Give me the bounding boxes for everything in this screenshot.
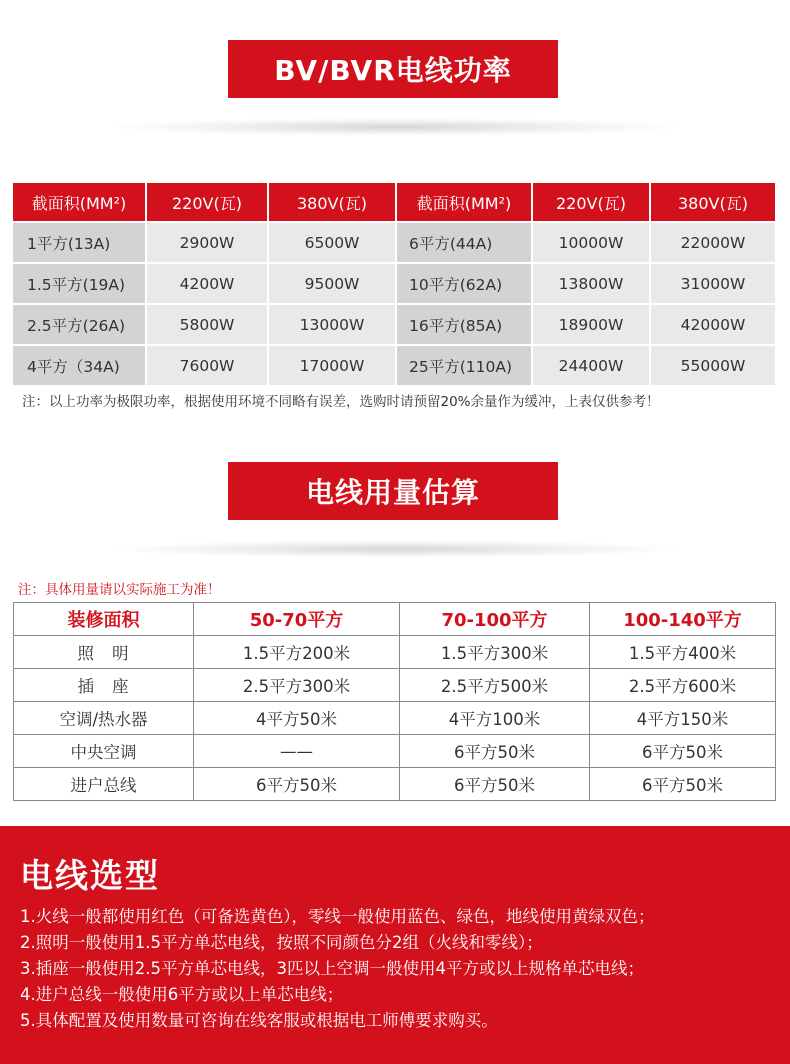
wire-selection-list	[20, 904, 655, 1034]
usage-section-title: 电线用量估算	[228, 462, 558, 520]
cross-section-cell: 4平方（34A)	[13, 345, 146, 385]
power-cell: 18900W	[532, 304, 650, 345]
cross-section-cell: 1平方(13A)	[13, 222, 146, 263]
usage-cell: 4平方150米	[590, 702, 776, 735]
usage-cell: 6平方50米	[400, 768, 590, 801]
table-row	[14, 768, 776, 801]
power-cell: 13800W	[532, 263, 650, 304]
usage-table-header	[14, 603, 776, 636]
cross-section-cell: 2.5平方(26A)	[13, 304, 146, 345]
power-table-header	[13, 183, 775, 222]
usage-table	[13, 602, 776, 801]
usage-cell: 2.5平方500米	[400, 669, 590, 702]
header-220v: 220V(瓦)	[532, 183, 650, 222]
list-item: 2.照明一般使用1.5平方单芯电线，按照不同颜色分2组（火线和零线）；	[20, 933, 543, 952]
usage-cell: ——	[194, 735, 400, 768]
power-cell: 55000W	[650, 345, 775, 385]
cross-section-cell: 25平方(110A)	[396, 345, 532, 385]
power-cell: 10000W	[532, 222, 650, 263]
table-row	[14, 735, 776, 768]
usage-note: 注：具体用量请以实际施工为准！	[18, 582, 221, 598]
usage-label-cell: 照明	[14, 636, 194, 669]
header-70-100: 70-100平方	[400, 603, 590, 636]
table-row	[13, 304, 775, 345]
usage-cell: 6平方50米	[590, 768, 776, 801]
usage-cell: 6平方50米	[400, 735, 590, 768]
power-cell: 7600W	[146, 345, 268, 385]
power-table-note: 注：以上功率为极限功率，根据使用环境不同略有误差，选购时请预留20%余量作为缓冲，上表仅供参考！	[22, 394, 660, 410]
cross-section-cell: 10平方(62A)	[396, 263, 532, 304]
usage-cell: 1.5平方400米	[590, 636, 776, 669]
usage-cell: 1.5平方300米	[400, 636, 590, 669]
power-cell: 24400W	[532, 345, 650, 385]
usage-cell: 6平方50米	[194, 768, 400, 801]
title-shadow	[110, 540, 680, 558]
table-row	[13, 222, 775, 263]
table-row	[14, 669, 776, 702]
power-cell: 13000W	[268, 304, 396, 345]
power-cell: 2900W	[146, 222, 268, 263]
usage-label-cell: 中央空调	[14, 735, 194, 768]
usage-label-cell: 插座	[14, 669, 194, 702]
header-380v: 380V(瓦)	[268, 183, 396, 222]
header-380v: 380V(瓦)	[650, 183, 775, 222]
wire-selection-title: 电线选型	[20, 856, 160, 895]
power-cell: 31000W	[650, 263, 775, 304]
usage-cell: 1.5平方200米	[194, 636, 400, 669]
list-item: 4.进户总线一般使用6平方或以上单芯电线；	[20, 985, 344, 1004]
usage-label-cell: 空调/热水器	[14, 702, 194, 735]
wire-selection-section	[0, 826, 790, 1064]
title-shadow	[110, 118, 680, 136]
usage-cell: 2.5平方300米	[194, 669, 400, 702]
header-area: 装修面积	[14, 603, 194, 636]
power-cell: 4200W	[146, 263, 268, 304]
cross-section-cell: 6平方(44A)	[396, 222, 532, 263]
cross-section-cell: 16平方(85A)	[396, 304, 532, 345]
power-section-title: BV/BVR电线功率	[228, 40, 558, 98]
header-cross-section: 截面积(MM²)	[13, 183, 146, 222]
power-cell: 6500W	[268, 222, 396, 263]
usage-cell: 2.5平方600米	[590, 669, 776, 702]
power-cell: 17000W	[268, 345, 396, 385]
usage-cell: 6平方50米	[590, 735, 776, 768]
list-item: 3.插座一般使用2.5平方单芯电线，3匹以上空调一般使用4平方或以上规格单芯电线；	[20, 959, 644, 978]
cross-section-cell: 1.5平方(19A)	[13, 263, 146, 304]
table-row	[13, 345, 775, 385]
power-table	[13, 183, 775, 385]
usage-cell: 4平方50米	[194, 702, 400, 735]
table-row	[14, 636, 776, 669]
table-row	[13, 263, 775, 304]
header-cross-section: 截面积(MM²)	[396, 183, 532, 222]
header-220v: 220V(瓦)	[146, 183, 268, 222]
usage-cell: 4平方100米	[400, 702, 590, 735]
power-cell: 22000W	[650, 222, 775, 263]
table-row	[14, 702, 776, 735]
list-item: 5.具体配置及使用数量可咨询在线客服或根据电工师傅要求购买。	[20, 1011, 498, 1030]
power-cell: 5800W	[146, 304, 268, 345]
power-cell: 42000W	[650, 304, 775, 345]
list-item: 1.火线一般都使用红色（可备选黄色），零线一般使用蓝色、绿色，地线使用黄绿双色；	[20, 907, 655, 926]
header-100-140: 100-140平方	[590, 603, 776, 636]
header-50-70: 50-70平方	[194, 603, 400, 636]
usage-label-cell: 进户总线	[14, 768, 194, 801]
power-cell: 9500W	[268, 263, 396, 304]
